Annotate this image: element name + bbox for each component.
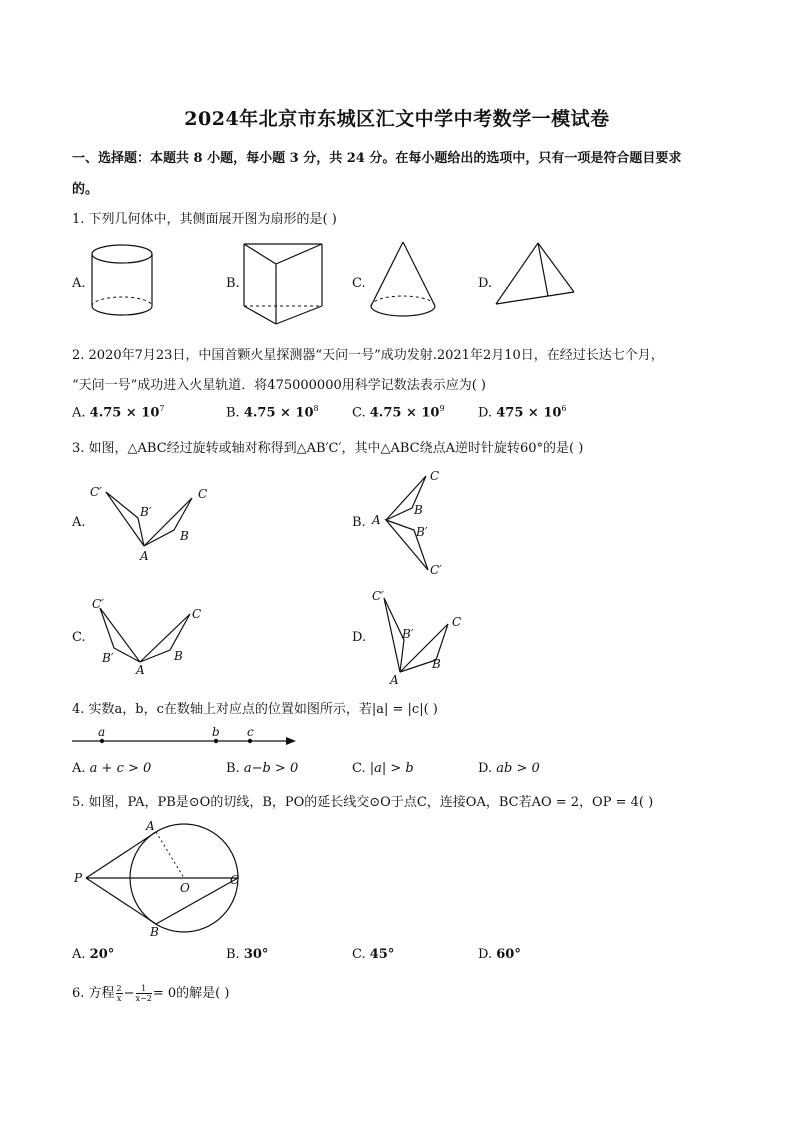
label-o: O: [180, 881, 190, 895]
q1-option-d-label: D.: [478, 276, 493, 291]
q2-stem-line1: 2. 2020年7月23日，中国首颗火星探测器“天问一号”成功发射.2021年2月10日，在经过长达七个月，: [72, 348, 664, 363]
q4-option-d: D. ab > 0: [478, 761, 540, 776]
q2-option-a: A. $4.75 \times 10^7$: [72, 404, 165, 421]
pyramid-figure: [492, 240, 580, 312]
q4-option-a: A. a + c > 0: [72, 761, 152, 776]
q5-circle-figure: [72, 814, 252, 938]
axis-label-b: b: [212, 726, 220, 739]
q3-option-c-label: C.: [72, 630, 86, 645]
prism-figure: [240, 238, 326, 328]
axis-label-c: c: [247, 726, 254, 739]
q2-option-d: D. $475 \times 10^6$: [478, 404, 567, 421]
q5-option-d: D. 60°: [478, 947, 521, 962]
q3-option-a-label: A.: [72, 515, 86, 530]
q4-stem: 4. 实数a，b，c在数轴上对应点的位置如图所示，若|a| = |c|( ): [72, 702, 438, 717]
q5-option-b: B. 30°: [226, 947, 269, 962]
label-a: A: [390, 673, 399, 687]
q4-option-c: C. |a| > b: [352, 761, 414, 776]
label-a: A: [146, 819, 155, 833]
label-b: B: [150, 925, 159, 938]
q3-figure-b: [366, 466, 476, 582]
label-c: C: [430, 469, 440, 483]
section-header-line2: 的。: [72, 182, 99, 197]
label-a: A: [136, 663, 145, 676]
label-b-prime: B′: [416, 525, 428, 539]
q1-option-b-label: B.: [226, 276, 240, 291]
q5-option-c: C. 45°: [352, 947, 395, 962]
label-b-prime: B′: [140, 505, 152, 519]
q4-option-b: B. a−b > 0: [226, 761, 299, 776]
label-c: C: [192, 607, 202, 621]
label-c: C: [230, 873, 240, 887]
q3-option-d-label: D.: [352, 630, 367, 645]
fraction-1-over-x-minus-2: $\frac{1}{x-2}$: [135, 984, 152, 1003]
q1-option-a-label: A.: [72, 276, 86, 291]
q3-option-b-label: B.: [352, 515, 366, 530]
q2-option-b: B. $4.75 \times 10^8$: [226, 404, 319, 421]
label-c-prime: C′: [90, 485, 102, 499]
page-title: 2024年北京市东城区汇文中学中考数学一模试卷: [184, 108, 610, 130]
label-b: B: [432, 657, 441, 671]
cylinder-figure: [86, 240, 158, 324]
q3-stem: 3. 如图，△ABC经过旋转或轴对称得到△AB′C′，其中△ABC绕点A逆时针旋转60°的是( ): [72, 441, 584, 456]
q2-option-c: C. $4.75 \times 10^9$: [352, 404, 445, 421]
label-c: C: [198, 487, 208, 501]
q5-option-a: A. 20°: [72, 947, 115, 962]
label-b-prime: B′: [102, 651, 114, 665]
label-a: A: [140, 549, 149, 563]
label-b: B: [174, 649, 183, 663]
label-b-prime: B′: [402, 627, 414, 641]
q2-stem-line2: “天问一号”成功进入火星轨道．将475000000用科学记数法表示应为( ): [72, 378, 487, 393]
label-a: A: [372, 513, 381, 527]
cone-figure: [366, 240, 440, 322]
q3-figure-c: [86, 592, 216, 676]
number-line: [72, 726, 298, 750]
q3-figure-d: [366, 584, 476, 688]
q5-stem: 5. 如图，PA，PB是⊙O的切线，B，PO的延长线交⊙O于点C，连接OA，BC若AO = 2，OP = 4( ): [72, 795, 654, 810]
section-header-line1: 一、选择题：本题共 8 小题，每小题 3 分，共 24 分。在每小题给出的选项中，只有一项是符合题目要求: [72, 151, 682, 166]
q3-figure-a: [86, 478, 226, 564]
axis-label-a: a: [98, 726, 106, 739]
label-c-prime: C′: [430, 563, 442, 577]
fraction-2-over-x: $\frac{2}{x}$: [116, 984, 122, 1003]
label-c-prime: C′: [372, 589, 384, 603]
q1-stem: 1. 下列几何体中，其侧面展开图为扇形的是( ): [72, 212, 337, 227]
label-c-prime: C′: [92, 597, 104, 611]
label-p: P: [74, 871, 83, 885]
label-b: B: [414, 503, 423, 517]
label-c: C: [452, 615, 462, 629]
q6-stem: 6. 方程 $\frac{2}{x}$ − $\frac{1}{x-2}$ = 0的解是( ): [72, 984, 230, 1003]
label-b: B: [180, 529, 189, 543]
q1-option-c-label: C.: [352, 276, 366, 291]
